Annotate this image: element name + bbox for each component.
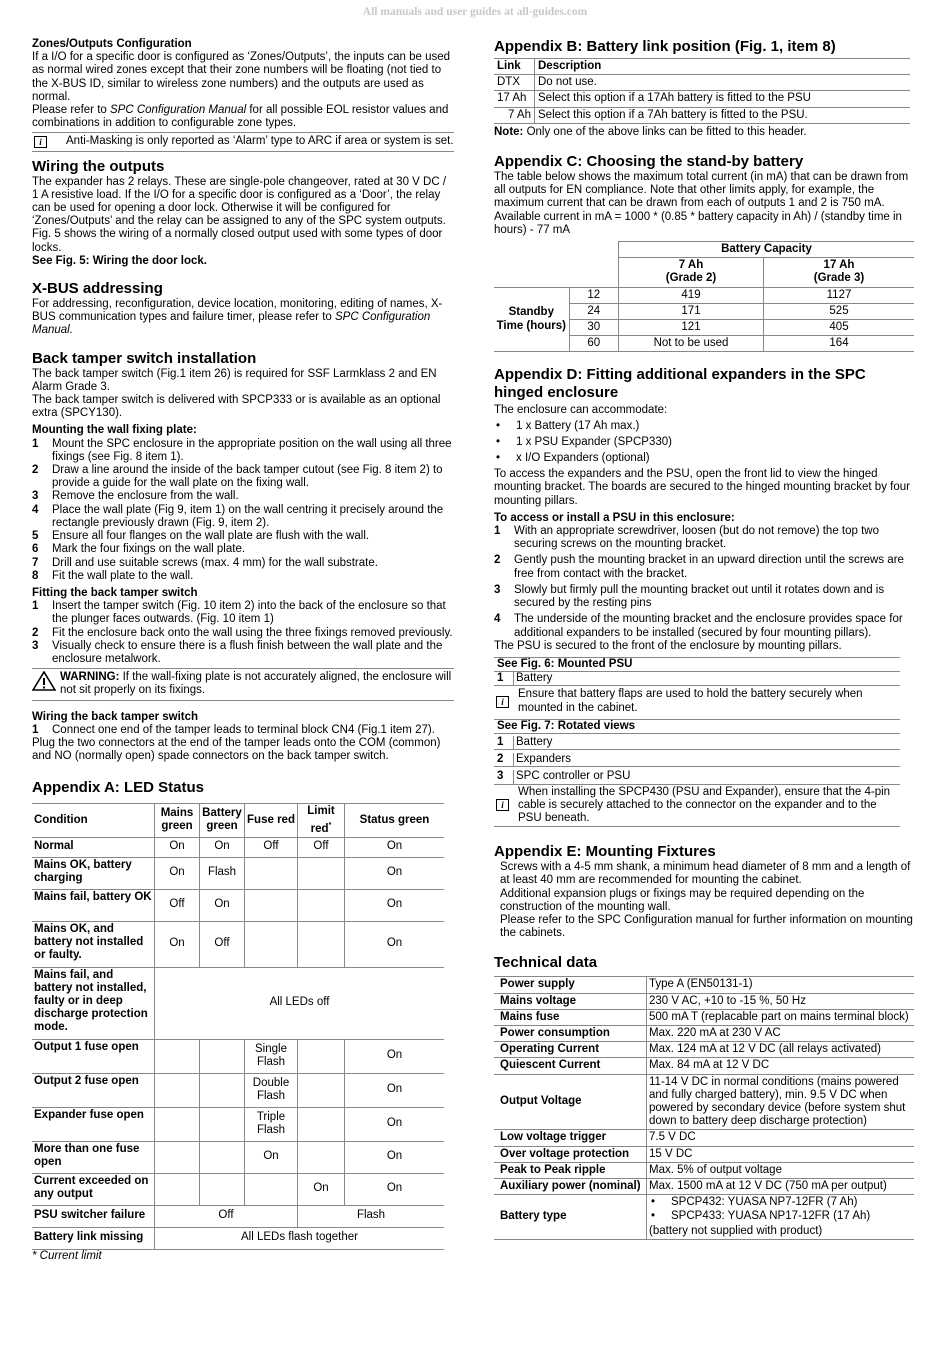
appendix-b-title: Appendix B: Battery link position (Fig. 1, item 8) (494, 38, 836, 55)
table-row: Output 1 fuse open Single Flash On (32, 1039, 444, 1073)
wiring-fig-ref: See Fig. 5: Wiring the door lock. (32, 254, 207, 267)
fit-title: Fitting the back tamper switch (32, 586, 198, 599)
table-row: Output 2 fuse open Double Flash On (32, 1073, 444, 1107)
appendix-d-bullets (494, 420, 914, 466)
table-row: Mains voltage 230 V AC, +10 to -15 %, 50 Hz (494, 993, 914, 1009)
technical-data-table (494, 976, 914, 1239)
table-row: Operating Current Max. 124 mA at 12 V DC (all relays activated) (494, 1042, 914, 1058)
appendix-b-note: Note: Only one of the above links can be fitted to this header. (494, 125, 807, 138)
table-row: Output Voltage 11-14 V DC in normal conditions (mains powered and fully charged battery), min. 9.5 V DC when powered by secondary device (before system shut down to battery deep discharge protection) (494, 1074, 914, 1130)
list-item: 6 Mark the four fixings on the wall plate. (32, 543, 246, 556)
zones-paragraph-2: Please refer to SPC Configuration Manual for all possible EOL resistor values and combinations in addition to configurable zone types. (32, 104, 449, 130)
appendix-e-paragraph-3: Please refer to the SPC Configuration manual for further information on mounting the cabinets. (500, 913, 913, 940)
list-item: • SPCP432: YUASA NP7-12FR (7 Ah) (649, 1196, 912, 1209)
fit-steps (32, 600, 454, 666)
wiring-title: Wiring the outputs (32, 157, 165, 175)
tamper-title: Back tamper switch installation (32, 349, 257, 367)
warning-icon (32, 671, 60, 697)
list-item: 2 Gently push the mounting bracket in an upward direction until the screws are free from contact with the bracket. (494, 554, 904, 580)
table-row: 60 Not to be used 164 (494, 336, 914, 352)
appendix-e-paragraph-2: Additional expansion plugs or fixings may be required depending on the construction of the mounting wall. (500, 887, 865, 913)
table-row: Mains fail, and battery not installed, faulty or in deep discharge protection mode. All LEDs off (32, 967, 444, 1039)
list-item: 1 Connect one end of the tamper leads to terminal block CN4 (Fig.1 item 27). (32, 723, 435, 736)
appendix-d-title: Appendix D: Fitting additional expanders in the SPC hinged enclosure (494, 366, 866, 402)
table-row: Mains fuse 500 mA T (replacable part on mains terminal block) (494, 1009, 914, 1025)
table-row: More than one fuse open On On (32, 1141, 444, 1173)
list-item: • 1 x PSU Expander (SPCP330) (494, 436, 914, 449)
appendix-e-title: Appendix E: Mounting Fixtures (494, 843, 716, 861)
tamper-paragraph-2: The back tamper switch is delivered with SPCP333 or is available as an optional extra (SPCY130). (32, 394, 441, 420)
table-row: Quiescent Current Max. 84 mA at 12 V DC (494, 1058, 914, 1074)
table-row: DTX Do not use. (494, 75, 910, 91)
appendix-d-paragraph-2: To access the expanders and the PSU, open the front lid to view the hinged mounting bracket. The boards are secured to the hinged mounting bracket by four mounting pillars. (494, 468, 910, 507)
list-item: 2 Draw a line around the inside of the back tamper cutout (see Fig. 8 item 2) to provide a guide for the wall plate on the fixing wall. (32, 464, 443, 490)
list-item: • 1 x Battery (17 Ah max.) (494, 420, 914, 433)
appendix-a-title: Appendix A: LED Status (32, 779, 204, 797)
tamper-paragraph-1: The back tamper switch (Fig.1 item 26) is required for SSF Larmklass 2 and EN Alarm Grade 3. (32, 367, 437, 393)
table-row: Mains OK, and battery not installed or faulty. On Off On (32, 921, 444, 967)
list-item: 4 Place the wall plate (Fig 9, item 1) on the wall centring it precisely around the rectangle previously drawn (Fig. 9, item 2). (32, 503, 444, 529)
list-item: 1 Insert the tamper switch (Fig. 10 item 2) into the back of the enclosure so that the plunger faces outwards. (Fig. 10 item 1) (32, 600, 446, 626)
battery-link-table: Link Description DTX Do not use. 17 Ah Select this option if a 17Ah battery is fitted to the PSU 7 Ah Select this option if a 7Ah battery is fitted to the PSU. (494, 58, 910, 124)
wiretamper-title: Wiring the back tamper switch (32, 710, 199, 723)
mount-steps (32, 438, 454, 583)
list-item: 7 Drill and use suitable screws (max. 4 mm) for the wall substrate. (32, 556, 378, 569)
left-column (32, 38, 454, 1263)
led-footnote: * Current limit (32, 1249, 102, 1262)
list-item: 5 Ensure all four flanges on the wall plate are flush with the wall. (32, 530, 370, 543)
list-item: 4 The underside of the mounting bracket and the enclosure provides space for additional expanders to be installed (secured by four mounting pillars). (494, 613, 903, 639)
table-row: 30 121 405 (494, 320, 914, 336)
table-row: PSU switcher failure Off Flash (32, 1205, 444, 1227)
battery-capacity-table: Battery Capacity 7 Ah (Grade 2) 17 Ah (Grade 3) Standby Time (hours) 12 419 1127 24 171 525 30 121 405 60 Not to be used 164 (494, 241, 914, 352)
list-item: 1 Mount the SPC enclosure in the appropriate position on the wall using all three fixings (see Fig. 8 item 1). (32, 437, 452, 463)
table-row: Power consumption Max. 220 mA at 230 V AC (494, 1025, 914, 1041)
list-item: 2 Fit the enclosure back onto the wall using the three fixings removed previously. (32, 626, 453, 639)
table-row: Auxiliary power (nominal) Max. 1500 mA at 12 V DC (750 mA per output) (494, 1179, 914, 1195)
appendix-c-paragraph: The table below shows the maximum total current (in mA) that can be drawn from all outputs for EN compliance. Note that other limits apply, for example, the maximum current that can be drawn from each of outputs 1 and 2 is 750 mA. (494, 171, 909, 210)
table-row: Peak to Peak ripple Max. 5% of output voltage (494, 1162, 914, 1178)
fig6-box: See Fig. 6: Mounted PSU 1 Battery i Ensure that battery flaps are used to hold the battery securely when mounted in the cabinet. See Fig. 7: Rotated views 1 Battery 2 Expanders 3 SPC controller or PSU i When installing the SPCP430 (PSU and Expander), ensure that the 4-pin cable is securely attached to the connector on the expander and to the PSU beneath. (494, 657, 900, 827)
info-icon: i (34, 136, 47, 148)
xbus-title: X-BUS addressing (32, 280, 163, 298)
wiring-paragraph-1: The expander has 2 relays. These are single-pole changeover, rated at 30 V DC / 1 A resistive load. If the I/O for a specific door is configured as a ‘Door’, the relay can be used for opening a door lock. Otherwise it will be configured for ‘Zones/Outputs’ and the relay can be assigned to any of the SPC system outputs. (32, 175, 447, 228)
table-row: 17 Ah Select this option if a 17Ah battery is fitted to the PSU (494, 91, 910, 107)
appendix-c-formula: Available current in mA = 1000 * (0.85 * battery capacity in Ah) / (standby time in hours) - 77 mA (494, 210, 902, 236)
led-status-table: Condition Mains green Battery green Fuse red Limit red* Status green Normal On On Off Off On Mains OK, battery charging On Flash On Mains fail, battery OK Off On On Mains OK, and battery not installed or faulty. On Off On Mains fail, and battery not installed, faulty or in deep discharge protection mode. All LEDs off Output 1 fuse open Single Flash On Output 2 fuse open Double Flash On Expander fuse open Triple Flash On More than one fuse open On On Current exceeded on any output On On PSU switcher failure Off Flash Battery link missing All LEDs flash together (32, 803, 444, 1249)
info-icon: i (496, 799, 509, 811)
warning-box: WARNING: If the wall-fixing plate is not accurately aligned, the enclosure will not sit properly on its fixings. (32, 668, 454, 700)
appendix-e-paragraph-1: Screws with a 4-5 mm shank, a minimum head diameter of 8 mm and a length of at least 40 mm are recommended for mounting the cabinet. (500, 861, 911, 887)
zones-paragraph-1: If a I/O for a specific door is configured as ‘Zones/Outputs’, the inputs can be used as normal wired zones except that their zone numbers will be floating (not tied to the X-BUS ID, similar to wireless zone numbers) and the outputs are used as normal. (32, 51, 451, 103)
wiretamper-paragraph: Plug the two connectors at the end of the tamper leads onto the COM (common) and NO (normally open) spade connectors on the back tamper switch. (32, 736, 441, 763)
list-item: • x I/O Expanders (optional) (494, 452, 914, 465)
table-row: Current exceeded on any output On On (32, 1173, 444, 1205)
xbus-paragraph: For addressing, reconfiguration, device location, monitoring, editing of names, X-BUS communication types and failure timer, please refer to SPC Configuration Manual. (32, 298, 443, 337)
table-row: 24 171 525 (494, 303, 914, 319)
table-row: Over voltage protection 15 V DC (494, 1146, 914, 1162)
table-row: Power supply Type A (EN50131-1) (494, 977, 914, 993)
wiretamper-steps (32, 724, 454, 737)
mount-title: Mounting the wall fixing plate: (32, 424, 197, 437)
table-row: Standby Time (hours) 12 419 1127 (494, 287, 914, 303)
list-item: 1 With an appropriate screwdriver, loosen (but do not remove) the top two securing screws on the mounting bracket. (494, 525, 879, 551)
right-column (494, 38, 914, 1240)
watermark: All manuals and user guides at all-guides.com (362, 6, 588, 18)
list-item: 3 Slowly but firmly pull the mounting bracket out until it rotates down and is secured by the resting pins (494, 583, 885, 610)
zones-title: Zones/Outputs Configuration (32, 38, 192, 50)
appendix-d-paragraph-3: The PSU is secured to the front of the enclosure by mounting pillars. (494, 639, 842, 652)
appendix-d-subtitle: To access or install a PSU in this enclosure: (494, 511, 735, 524)
list-item: 3 Visually check to ensure there is a flush finish between the wall plate and the enclosure metalwork. (32, 639, 443, 665)
zones-note: i Anti-Masking is only reported as ‘Alarm’ type to ARC if area or system is set. (32, 132, 454, 151)
list-item: • SPCP433: YUASA NP17-12FR (17 Ah) (649, 1210, 912, 1223)
list-item: 3 Remove the enclosure from the wall. (32, 490, 239, 503)
table-row: Battery link missing All LEDs flash together (32, 1227, 444, 1249)
technical-data-title: Technical data (494, 954, 598, 972)
info-icon: i (496, 696, 509, 708)
table-row: Mains OK, battery charging On Flash On (32, 857, 444, 889)
appendix-c-title: Appendix C: Choosing the stand-by battery (494, 153, 804, 171)
wiring-paragraph-2: Fig. 5 shows the wiring of a normally closed output used with some types of door locks. (32, 228, 443, 254)
list-item: 8 Fit the wall plate to the wall. (32, 569, 194, 582)
appendix-d-paragraph-1: The enclosure can accommodate: (494, 404, 668, 417)
table-row: Expander fuse open Triple Flash On (32, 1107, 444, 1141)
table-row: 7 Ah Select this option if a 7Ah battery is fitted to the PSU. (494, 107, 910, 123)
table-row: Battery type • SPCP432: YUASA NP7-12FR (7 Ah) • SPCP433: YUASA NP17-12FR (17 Ah) (battery not supplied with product) (494, 1195, 914, 1240)
table-row: Normal On On Off Off On (32, 837, 444, 857)
table-row: Mains fail, battery OK Off On On (32, 889, 444, 921)
table-row: Low voltage trigger 7.5 V DC (494, 1130, 914, 1146)
appendix-d-steps (494, 525, 914, 640)
